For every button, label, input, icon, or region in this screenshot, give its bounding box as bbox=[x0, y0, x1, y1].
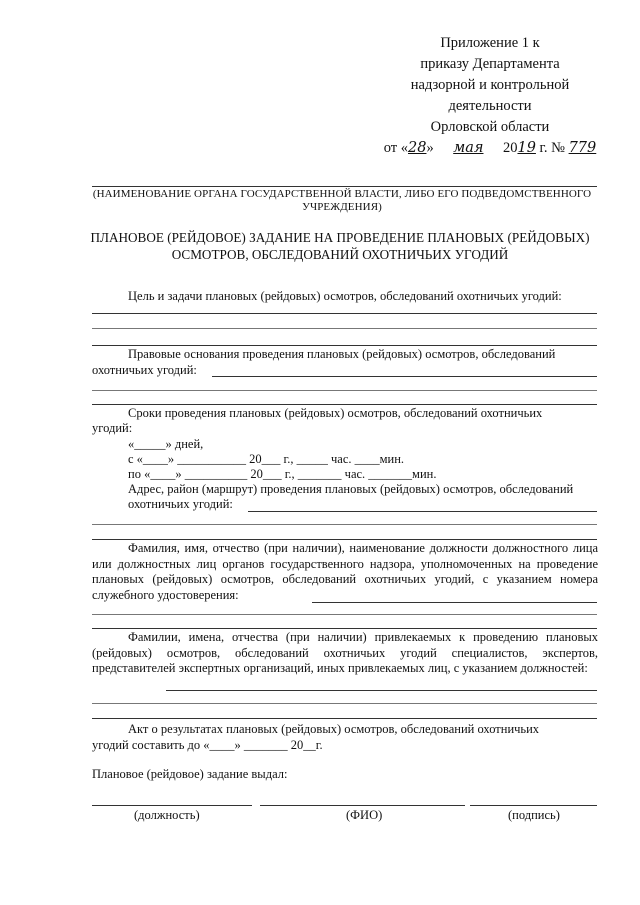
involved-paragraph bbox=[92, 630, 598, 677]
persons-line-2 bbox=[92, 614, 597, 615]
date-year-prefix: 20 bbox=[502, 140, 518, 156]
address-line-1 bbox=[248, 511, 597, 512]
header-line-2: приказу Департамента bbox=[420, 56, 560, 72]
name-caption: (ФИО) bbox=[346, 808, 383, 822]
legal-line-1 bbox=[212, 376, 597, 377]
legal-line-3 bbox=[92, 404, 597, 405]
goal-line-2 bbox=[92, 328, 597, 329]
address-label-2: охотничьих угодий: bbox=[128, 497, 233, 511]
terms-from: с «____» ___________ 20___ г., _____ час. ____мин. bbox=[128, 452, 405, 466]
signature-line bbox=[470, 805, 597, 806]
involved-line-3 bbox=[92, 718, 597, 719]
header-line-3: надзорной и контрольной bbox=[410, 77, 570, 93]
appendix-header bbox=[370, 33, 610, 159]
name-line bbox=[260, 805, 465, 806]
persons-line-3 bbox=[92, 628, 597, 629]
act-label-1: Акт о результатах плановых (рейдовых) осмотров, обследований охотничьих bbox=[128, 722, 540, 736]
legal-line-2 bbox=[92, 390, 597, 391]
date-year: 19 bbox=[517, 140, 536, 156]
date-mid: » bbox=[426, 140, 434, 156]
persons-line-1 bbox=[312, 602, 597, 603]
header-line-1: Приложение 1 к bbox=[440, 35, 540, 51]
involved-text: Фамилии, имена, отчества (при наличии) привлекаемых к проведению плановых (рейдовых) осмотров, обследований охотничьих угодий специалистов, экспертов, представителей экспертных организаций, иных привлекаемых лиц, с указанием должностей: bbox=[92, 630, 598, 675]
date-day: 28 bbox=[408, 140, 427, 156]
document-title: ПЛАНОВОЕ (РЕЙДОВОЕ) ЗАДАНИЕ НА ПРОВЕДЕНИЕ ПЛАНОВЫХ (РЕЙДОВЫХ) ОСМОТРОВ, ОБСЛЕДОВАНИЙ ОХОТНИЧЬИХ УГОДИЙ bbox=[90, 230, 590, 262]
goal-line-1 bbox=[92, 313, 597, 314]
issued-label: Плановое (рейдовое) задание выдал: bbox=[92, 767, 288, 781]
header-line-4: деятельности bbox=[448, 98, 532, 114]
position-caption: (должность) bbox=[134, 808, 200, 822]
act-label-2: угодий составить до «____» _______ 20__г. bbox=[92, 738, 323, 752]
authority-line bbox=[92, 186, 597, 187]
address-label-1: Адрес, район (маршрут) проведения плановых (рейдовых) осмотров, обследований bbox=[128, 482, 574, 496]
position-line bbox=[92, 805, 252, 806]
order-number: 779 bbox=[568, 140, 597, 156]
signature-caption: (подпись) bbox=[508, 808, 560, 822]
terms-days: «_____» дней, bbox=[128, 437, 204, 451]
date-prefix: от « bbox=[383, 140, 409, 156]
order-date-line bbox=[370, 138, 610, 159]
authority-caption: (НАИМЕНОВАНИЕ ОРГАНА ГОСУДАРСТВЕННОЙ ВЛАСТИ, ЛИБО ЕГО ПОДВЕДОМСТВЕННОГО УЧРЕЖДЕНИЯ) bbox=[92, 188, 592, 213]
terms-to: по «____» __________ 20___ г., _______ час. _______мин. bbox=[128, 467, 437, 481]
involved-line-2 bbox=[92, 703, 597, 704]
terms-label-1: Сроки проведения плановых (рейдовых) осмотров, обследований охотничьих bbox=[128, 406, 543, 420]
goal-label: Цель и задачи плановых (рейдовых) осмотров, обследований охотничьих угодий: bbox=[128, 289, 562, 303]
persons-text: Фамилия, имя, отчество (при наличии), наименование должности должностного лица или должностных лиц органов государственного надзора, уполномоченных на проведение плановых (рейдовых) осмотров, обследований охотничьих угодий, с указанием номера служебного удостоверения: bbox=[92, 541, 598, 602]
persons-paragraph bbox=[92, 541, 598, 603]
goal-line-3 bbox=[92, 345, 597, 346]
legal-label-1: Правовые основания проведения плановых (рейдовых) осмотров, обследований bbox=[128, 347, 556, 361]
terms-label-2: угодий: bbox=[92, 421, 133, 435]
date-year-suffix: г. № bbox=[535, 140, 565, 156]
header-line-5: Орловской области bbox=[430, 119, 550, 135]
legal-label-2: охотничьих угодий: bbox=[92, 363, 197, 377]
date-month: мая bbox=[453, 140, 484, 156]
address-line-2 bbox=[92, 524, 597, 525]
involved-line-1 bbox=[166, 690, 597, 691]
address-line-3 bbox=[92, 539, 597, 540]
